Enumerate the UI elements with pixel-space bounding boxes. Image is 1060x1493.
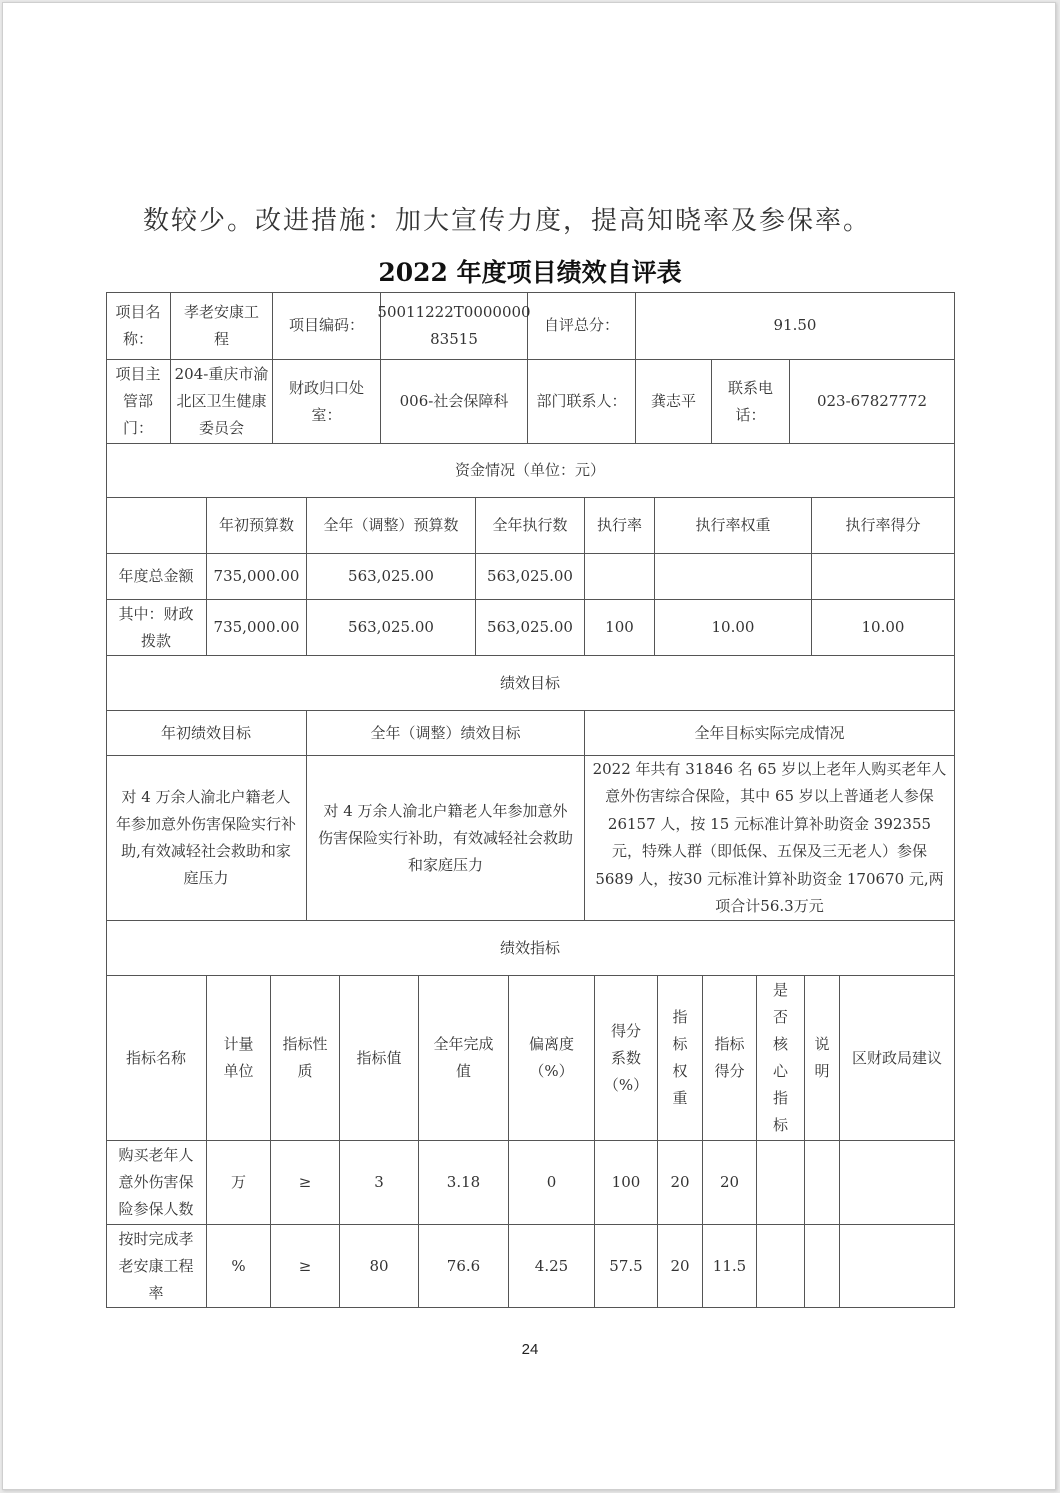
project-name-value: 孝老安康工程 bbox=[171, 292, 273, 360]
funds-section-title: 资金情况（单位：元） bbox=[106, 444, 955, 498]
ind-row-weight: 20 bbox=[658, 1141, 703, 1225]
ind-row-name: 购买老年人意外伤害保险参保人数 bbox=[106, 1141, 207, 1225]
ind-row-deviation: 4.25 bbox=[509, 1225, 595, 1308]
ind-row-core bbox=[757, 1141, 805, 1225]
finance-office-value: 006-社会保障科 bbox=[381, 360, 528, 444]
ind-header-note: 说明 bbox=[805, 976, 840, 1141]
ind-row-nature: ≥ bbox=[271, 1225, 340, 1308]
ind-row-nature: ≥ bbox=[271, 1141, 340, 1225]
contact-label: 部门联系人： bbox=[528, 360, 636, 444]
ind-row-score: 11.5 bbox=[703, 1225, 757, 1308]
project-name-label: 项目名称： bbox=[106, 292, 171, 360]
ind-row-unit: 万 bbox=[207, 1141, 271, 1225]
self-score-label: 自评总分： bbox=[528, 292, 636, 360]
goals-adjusted-text: 对 4 万余人渝北户籍老人年参加意外伤害保险实行补助，有效减轻社会救助和家庭压力 bbox=[307, 756, 585, 921]
ind-header-deviation: 偏离度（%） bbox=[509, 976, 595, 1141]
funds-header-score: 执行率得分 bbox=[812, 498, 955, 554]
ind-row-core bbox=[757, 1225, 805, 1308]
ind-row-score: 20 bbox=[703, 1141, 757, 1225]
ind-header-nature: 指标性质 bbox=[271, 976, 340, 1141]
ind-header-core: 是否核心指标 bbox=[757, 976, 805, 1141]
phone-value: 023-67827772 bbox=[790, 360, 955, 444]
funds-row-initial: 735,000.00 bbox=[207, 600, 307, 656]
funds-row-label: 其中：财政拨款 bbox=[106, 600, 207, 656]
funds-row-weight: 10.00 bbox=[655, 600, 812, 656]
finance-office-label: 财政归口处室： bbox=[273, 360, 381, 444]
lead-paragraph: 数较少。改进措施：加大宣传力度，提高知晓率及参保率。 bbox=[143, 206, 872, 236]
ind-header-score: 指标得分 bbox=[703, 976, 757, 1141]
ind-row-advice bbox=[840, 1225, 955, 1308]
goals-header-initial: 年初绩效目标 bbox=[106, 711, 307, 756]
funds-header-executed: 全年执行数 bbox=[476, 498, 585, 554]
funds-header-weight: 执行率权重 bbox=[655, 498, 812, 554]
phone-label: 联系电话： bbox=[712, 360, 790, 444]
funds-row-initial: 735,000.00 bbox=[207, 554, 307, 600]
funds-row-executed: 563,025.00 bbox=[476, 600, 585, 656]
project-code-value: 50011222T0000000 83515 bbox=[381, 292, 528, 360]
goals-actual-text: 2022 年共有 31846 名 65 岁以上老年人购买老年人意外伤害综合保险，其中 65 岁以上普通老人参保 26157 人，按 15 元标准计算补助资金 392355 元，特殊人群（即低保、五保及三无老人）参保 5689 人，按30 元标准计算补助资金 170670 元,两项合计56.3万元 bbox=[585, 756, 955, 921]
funds-row-adjusted: 563,025.00 bbox=[307, 600, 476, 656]
funds-header-blank bbox=[106, 498, 207, 554]
ind-header-coef: 得分系数（%） bbox=[595, 976, 658, 1141]
goals-header-actual: 全年目标实际完成情况 bbox=[585, 711, 955, 756]
ind-row-coef: 57.5 bbox=[595, 1225, 658, 1308]
funds-row-score bbox=[812, 554, 955, 600]
indicators-section-title: 绩效指标 bbox=[106, 921, 955, 976]
ind-row-advice bbox=[840, 1141, 955, 1225]
ind-row-note bbox=[805, 1225, 840, 1308]
self-score-value: 91.50 bbox=[636, 292, 955, 360]
ind-row-deviation: 0 bbox=[509, 1141, 595, 1225]
ind-row-coef: 100 bbox=[595, 1141, 658, 1225]
evaluation-table bbox=[106, 292, 955, 1308]
ind-header-advice: 区财政局建议 bbox=[840, 976, 955, 1141]
table-title: 2022 年度项目绩效自评表 bbox=[378, 258, 682, 287]
ind-header-weight: 指标权重 bbox=[658, 976, 703, 1141]
funds-row-executed: 563,025.00 bbox=[476, 554, 585, 600]
ind-row-actual: 76.6 bbox=[419, 1225, 509, 1308]
ind-header-unit: 计量单位 bbox=[207, 976, 271, 1141]
funds-header-rate: 执行率 bbox=[585, 498, 655, 554]
funds-row-rate: 100 bbox=[585, 600, 655, 656]
ind-header-target: 指标值 bbox=[340, 976, 419, 1141]
ind-row-target: 80 bbox=[340, 1225, 419, 1308]
project-code-label: 项目编码： bbox=[273, 292, 381, 360]
dept-value: 204-重庆市渝北区卫生健康委员会 bbox=[171, 360, 273, 444]
ind-header-actual: 全年完成值 bbox=[419, 976, 509, 1141]
funds-row-score: 10.00 bbox=[812, 600, 955, 656]
ind-row-weight: 20 bbox=[658, 1225, 703, 1308]
ind-row-note bbox=[805, 1141, 840, 1225]
contact-value: 龚志平 bbox=[636, 360, 712, 444]
funds-row-adjusted: 563,025.00 bbox=[307, 554, 476, 600]
ind-row-name: 按时完成孝老安康工程率 bbox=[106, 1225, 207, 1308]
funds-header-initial: 年初预算数 bbox=[207, 498, 307, 554]
page-number: 24 bbox=[521, 1341, 539, 1358]
dept-label: 项目主管部门： bbox=[106, 360, 171, 444]
ind-row-actual: 3.18 bbox=[419, 1141, 509, 1225]
ind-row-unit: % bbox=[207, 1225, 271, 1308]
funds-row-rate bbox=[585, 554, 655, 600]
goals-initial-text: 对 4 万余人渝北户籍老人年参加意外伤害保险实行补助,有效减轻社会救助和家庭压力 bbox=[106, 756, 307, 921]
funds-row-weight bbox=[655, 554, 812, 600]
funds-header-adjusted: 全年（调整）预算数 bbox=[307, 498, 476, 554]
ind-header-name: 指标名称 bbox=[106, 976, 207, 1141]
goals-header-adjusted: 全年（调整）绩效目标 bbox=[307, 711, 585, 756]
funds-row-label: 年度总金额 bbox=[106, 554, 207, 600]
ind-row-target: 3 bbox=[340, 1141, 419, 1225]
goals-section-title: 绩效目标 bbox=[106, 656, 955, 711]
